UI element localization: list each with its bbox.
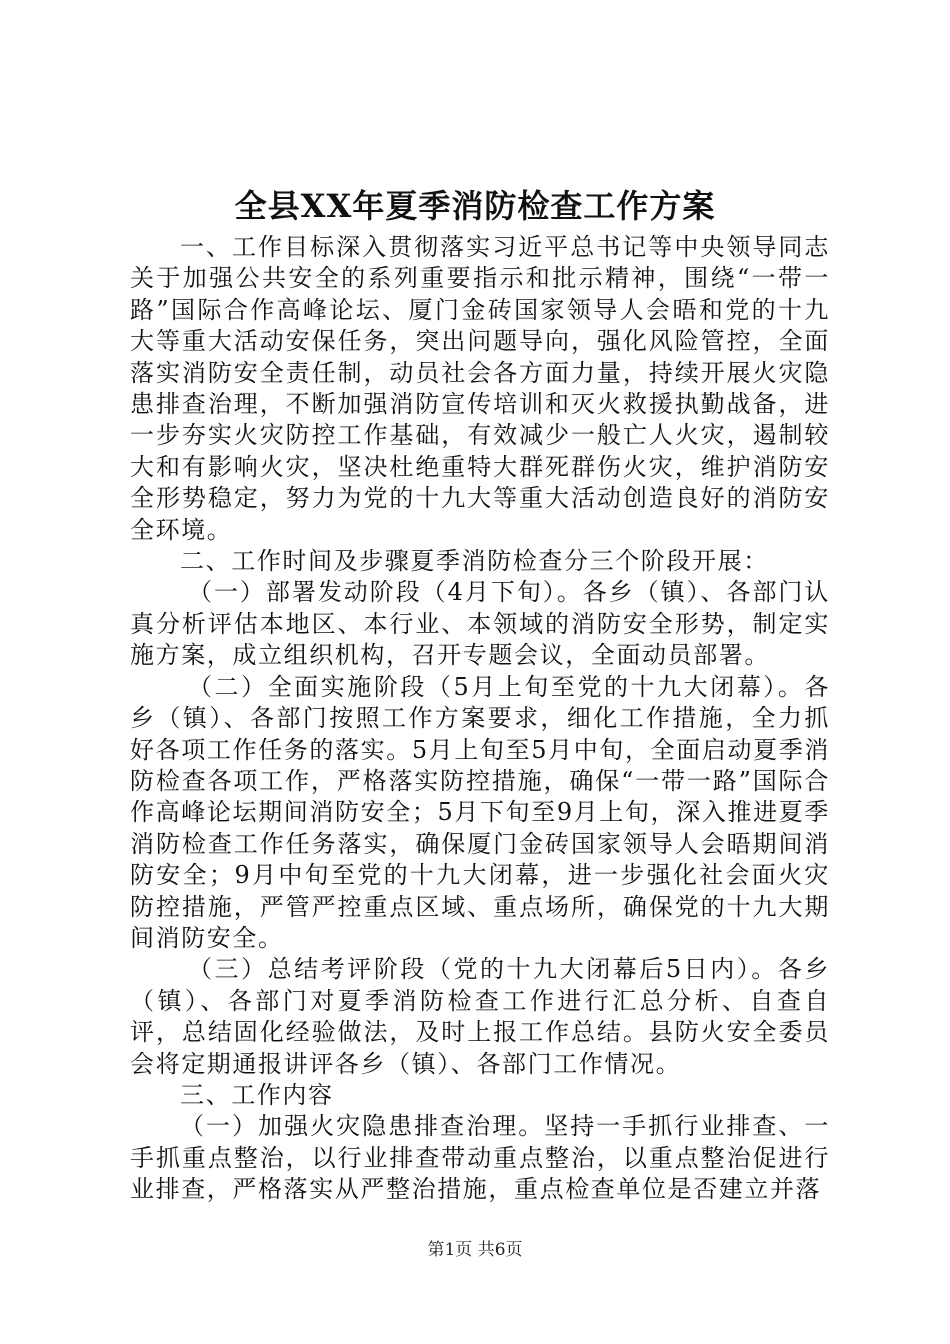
paragraph-work-goal: 一、工作目标深入贯彻落实习近平总书记等中央领导同志关于加强公共安全的系列重要指示和批示精神，围绕“一带一路”国际合作高峰论坛、厦门金砖国家领导人会晤和党的十九大等重大活动安保任务，突出问题导向，强化风险管控，全面落实消防安全责任制，动员社会各方面力量，持续开展火灾隐患排查治理，不断加强消防宣传培训和灭火救援执勤战备，进一步夯实火灾防控工作基础，有效减少一般亡人火灾，遏制较大和有影响火灾，坚决杜绝重特大群死群伤火灾，维护消防安全形势稳定，努力为党的十九大等重大活动创造良好的消防安全环境。 [130, 233, 830, 544]
paragraph-hazard-inspection: （一）加强火灾隐患排查治理。坚持一手抓行业排查、一手抓重点整治，以行业排查带动重点整治，以重点整治促进行业排查，严格落实从严整治措施，重点检查单位是否建立并落 [130, 1112, 830, 1204]
paragraph-content-heading: 三、工作内容 [180, 1080, 334, 1109]
paragraph-stage-two: （二）全面实施阶段（5月上旬至党的十九大闭幕）。各乡（镇）、各部门按照工作方案要求，细化工作措施，全力抓好各项工作任务的落实。5月上旬至5月中旬，全面启动夏季消防检查各项工作，严格落实防控措施，确保“一带一路”国际合作高峰论坛期间消防安全；5月下旬至9月上旬，深入推进夏季消防检查工作任务落实，确保厦门金砖国家领导人会晤期间消防安全；9月中旬至党的十九大闭幕，进一步强化社会面火灾防控措施，严管严控重点区域、重点场所，确保党的十九大期间消防安全。 [130, 672, 830, 952]
page-number: 第1页 共6页 [427, 1240, 523, 1260]
document-title: 全县XX年夏季消防检查工作方案 [234, 187, 716, 225]
paragraph-stage-one: （一）部署发动阶段（4月下旬）。各乡（镇）、各部门认真分析评估本地区、本行业、本领域的消防安全形势，制定实施方案，成立组织机构，召开专题会议，全面动员部署。 [130, 578, 830, 670]
document-body [130, 232, 830, 1206]
paragraph-stage-three: （三）总结考评阶段（党的十九大闭幕后5日内）。各乡（镇）、各部门对夏季消防检查工作进行汇总分析、自查自评，总结固化经验做法，及时上报工作总结。县防火安全委员会将定期通报讲评各乡（镇）、各部门工作情况。 [130, 955, 830, 1078]
paragraph-schedule-heading: 二、工作时间及步骤夏季消防检查分三个阶段开展： [180, 547, 769, 576]
